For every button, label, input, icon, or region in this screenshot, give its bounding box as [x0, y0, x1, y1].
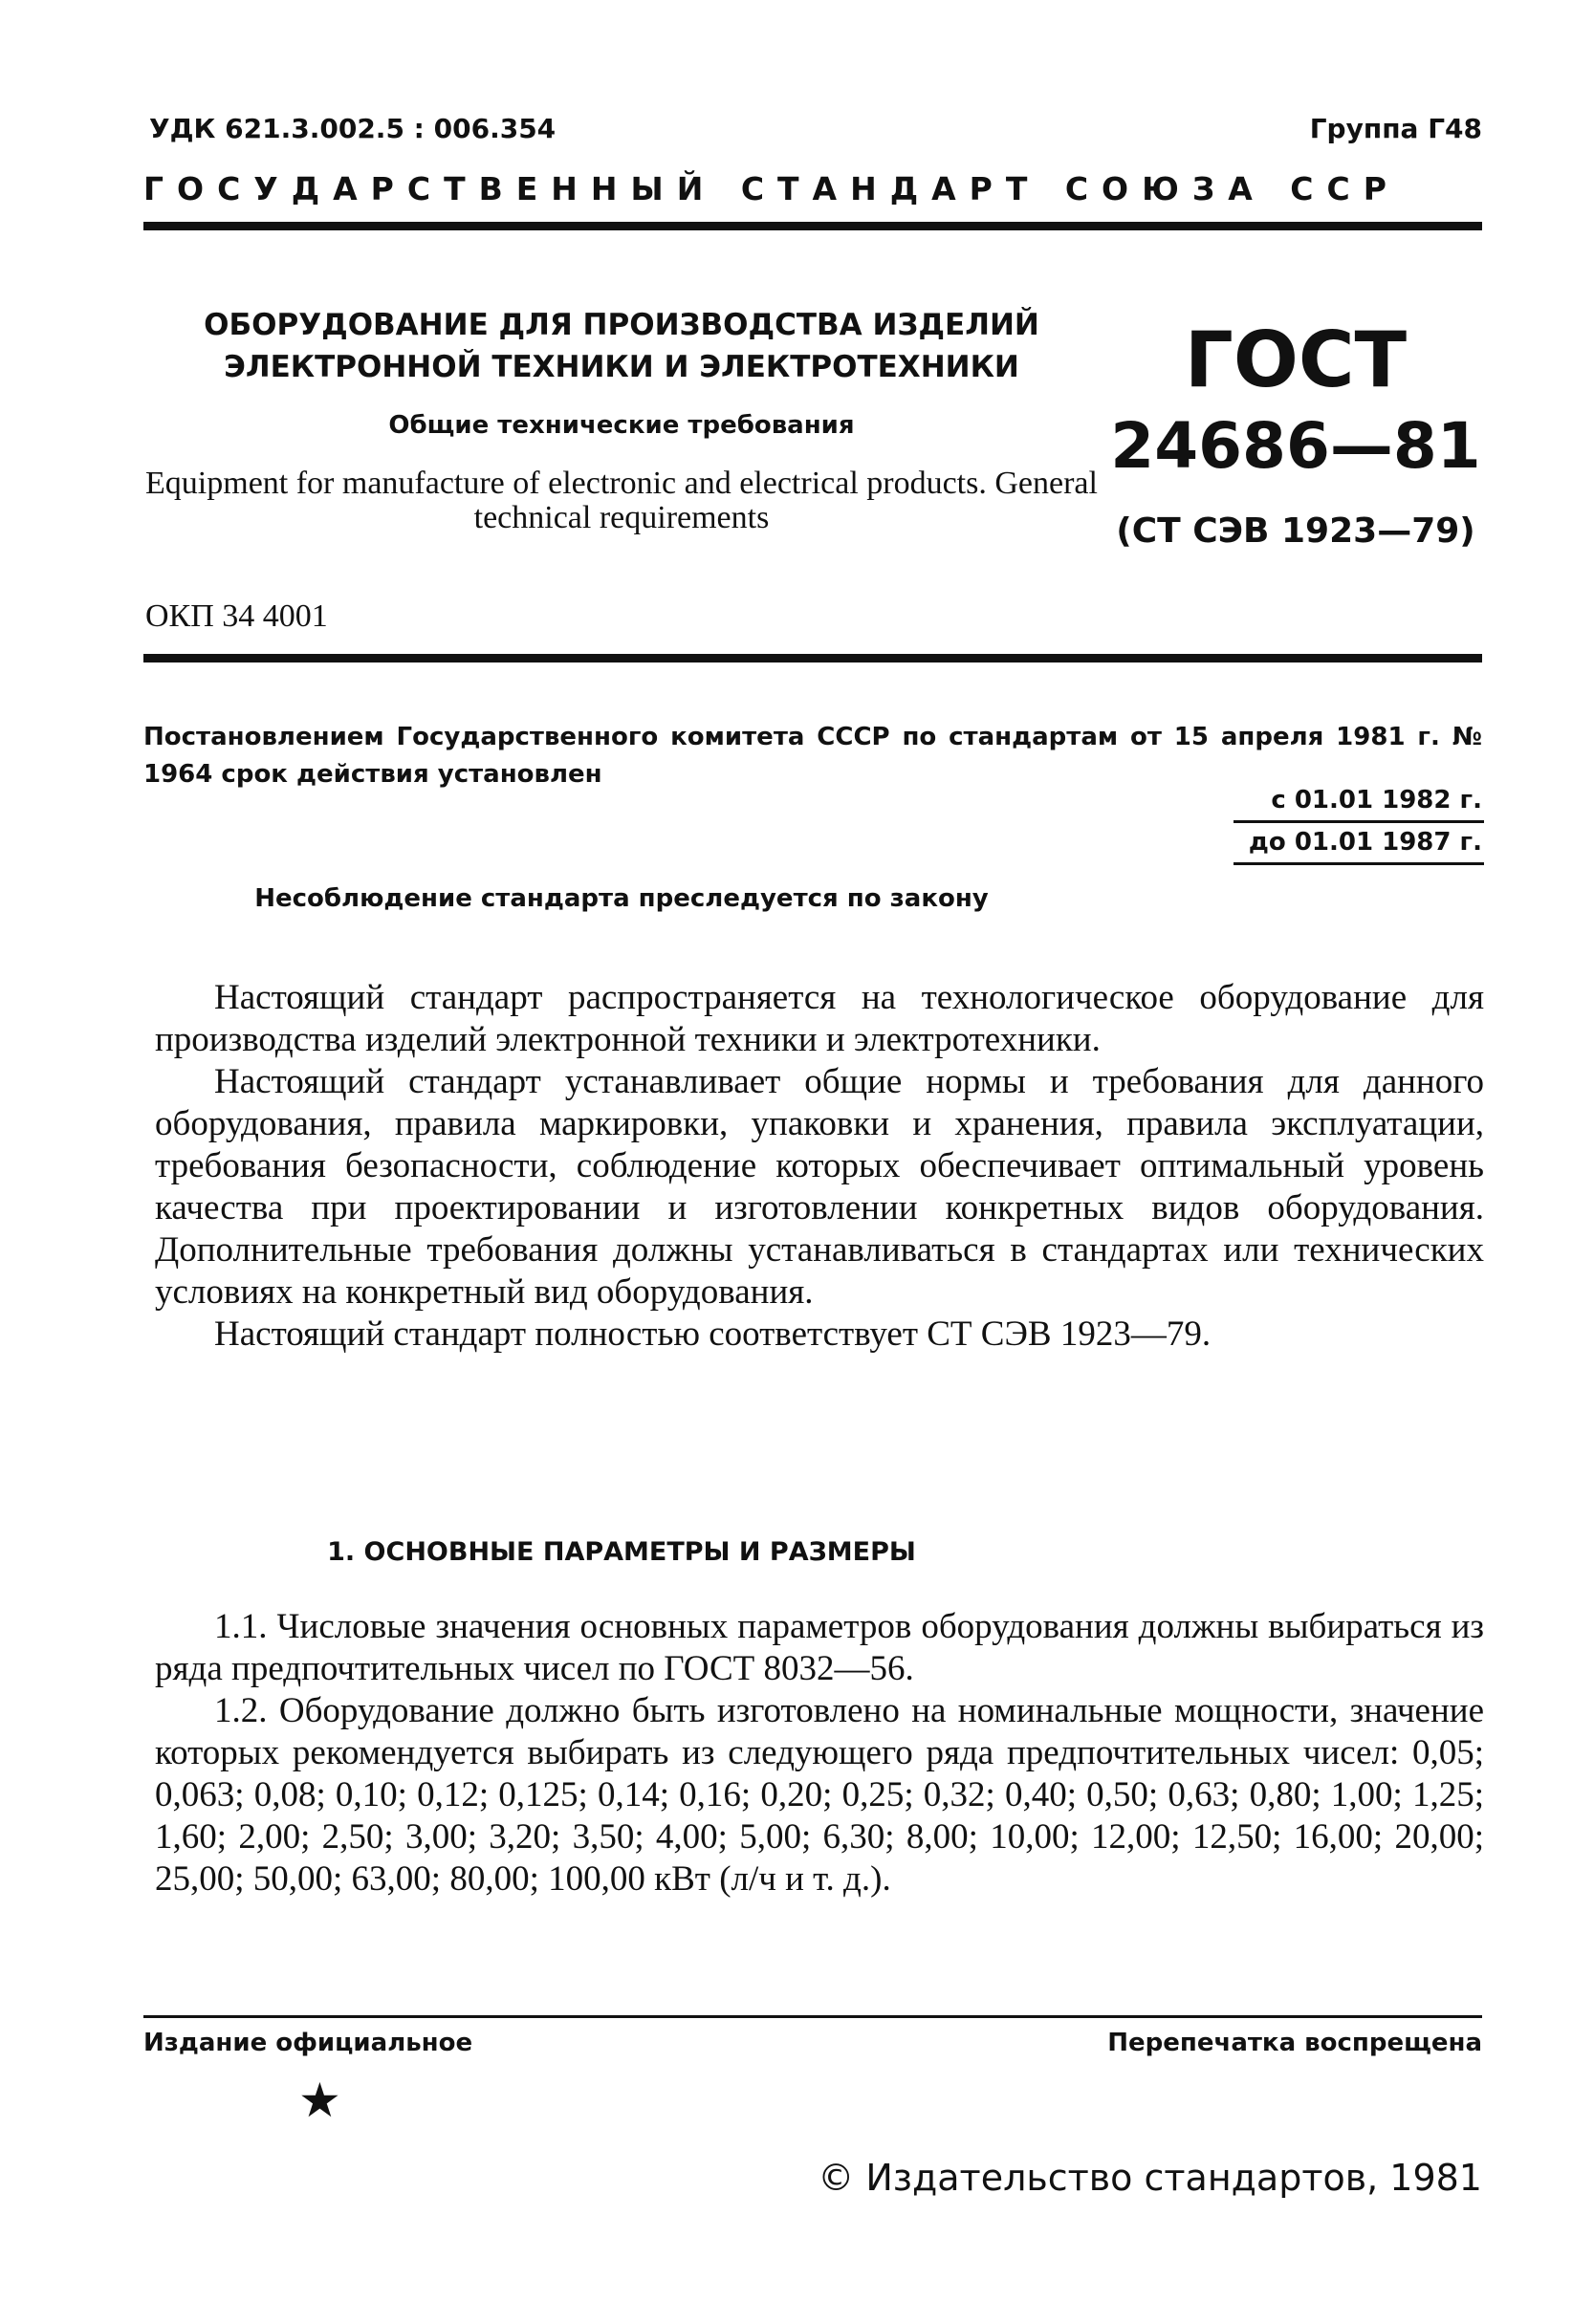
udk-code: УДК 621.3.002.5 : 006.354 — [149, 113, 557, 144]
gost-label: ГОСТ — [1184, 315, 1408, 404]
intro-paragraph-1: Настоящий стандарт распространяется на технологическое оборудование для производства изделий электронной техники и электротехники. — [155, 978, 1484, 1059]
effective-from: с 01.01 1982 г. — [1271, 786, 1482, 814]
document-subtitle: Общие технические требования — [388, 411, 855, 440]
official-edition: Издание официальное — [143, 2029, 473, 2057]
section-1-text — [155, 1606, 1484, 1900]
header-rule — [143, 222, 1482, 230]
intro-paragraph-3: Настоящий стандарт полностью соответствует СТ СЭВ 1923—79. — [214, 1314, 1212, 1354]
group-code: Группа Г48 — [1309, 113, 1482, 144]
gost-number: 24686—81 — [1110, 409, 1481, 483]
english-title: Equipment for manufacture of electronic and electrical products. General technical requirements — [145, 466, 1098, 535]
star-icon: ★ — [298, 2073, 341, 2128]
reprint-prohibited: Перепечатка воспрещена — [1107, 2029, 1482, 2057]
copyright: © Издательство стандартов, 1981 — [818, 2157, 1482, 2199]
noncompliance-notice: Несоблюдение стандарта преследуется по закону — [254, 884, 989, 913]
title-line-2: ЭЛЕКТРОННОЙ ТЕХНИКИ И ЭЛЕКТРОТЕХНИКИ — [224, 350, 1019, 384]
effective-to: до 01.01 1987 г. — [1248, 828, 1482, 857]
footer-rule — [143, 2015, 1482, 2018]
okp-rule — [143, 654, 1482, 662]
document-title — [143, 304, 1100, 388]
decree-text: Постановлением Государственного комитета СССР по стандартам от 15 апреля 1981 г. № 1964 срок действия установлен — [143, 723, 1482, 789]
clause-1-2: 1.2. Оборудование должно быть изготовлено на номинальные мощности, значение которых рекомендуется выбирать из следующего ряда предпочтительных чисел: 0,05; 0,063; 0,08; 0,10; 0,12; 0,125; 0,14; 0,16; 0,20; 0,25; 0,32; 0,40; 0,50; 0,63; 0,80; 1,00; 1,25; 1,60; 2,00; 2,50; 3,00; 3,20; 3,50; 4,00; 5,00; 6,30; 8,00; 10,00; 12,00; 12,50; 16,00; 20,00; 25,00; 50,00; 63,00; 80,00; 100,00 кВт (л/ч и т. д.). — [155, 1691, 1484, 1899]
date-rule-2 — [1234, 862, 1484, 865]
clause-1-1: 1.1. Числовые значения основных параметров оборудования должны выбираться из ряда предпочтительных чисел по ГОСТ 8032—56. — [155, 1607, 1484, 1688]
intro-paragraph-2: Настоящий стандарт устанавливает общие нормы и требования для данного оборудования, правила маркировки, упаковки и хранения, правила эксплуатации, требования безопасности, соблюдение которых обеспечивает оптимальный уровень качества при проектировании и изготовлении конкретных видов оборудования. Дополнительные требования должны устанавливаться в стандартах или технических условиях на конкретный вид оборудования. — [155, 1062, 1484, 1312]
cmea-reference: (СТ СЭВ 1923—79) — [1116, 511, 1475, 551]
section-1-heading: 1. ОСНОВНЫЕ ПАРАМЕТРЫ И РАЗМЕРЫ — [327, 1537, 916, 1567]
okp-code: ОКП 34 4001 — [145, 598, 328, 634]
date-rule-1 — [1234, 820, 1484, 823]
standard-type: ГОСУДАРСТВЕННЫЙ СТАНДАРТ СОЮЗА ССР — [143, 170, 1400, 207]
title-line-1: ОБОРУДОВАНИЕ ДЛЯ ПРОИЗВОДСТВА ИЗДЕЛИЙ — [204, 308, 1039, 342]
intro-text — [155, 977, 1484, 1356]
